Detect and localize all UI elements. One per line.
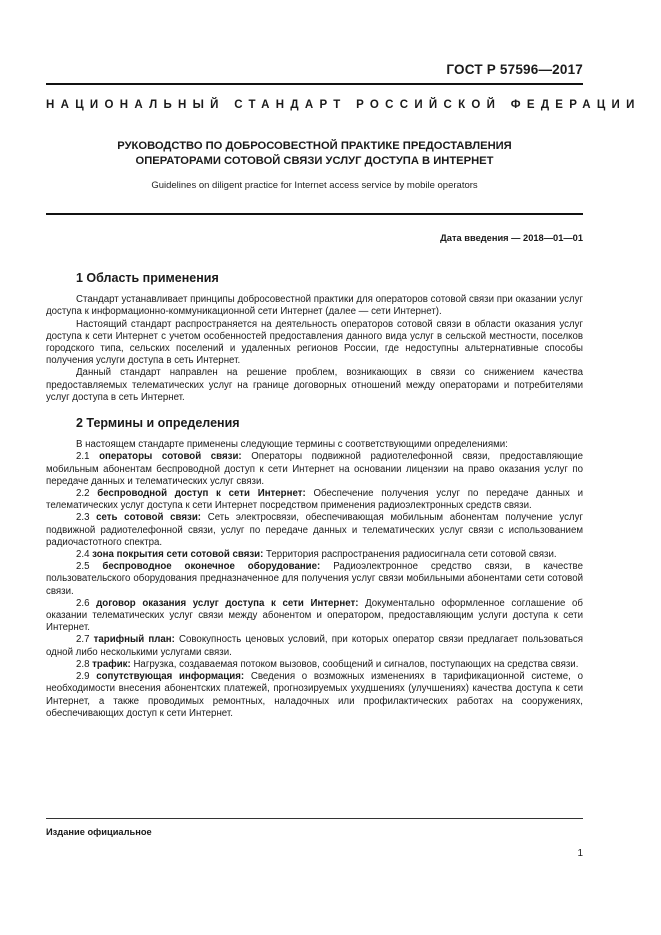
term-entry <box>46 488 583 512</box>
term-entry <box>46 451 583 488</box>
top-rule <box>46 83 583 85</box>
term-name: беспроводной доступ к сети Интернет: <box>97 488 306 500</box>
term-number: 2.2 <box>76 488 90 500</box>
national-standard-heading: НАЦИОНАЛЬНЫЙ СТАНДАРТ РОССИЙСКОЙ ФЕДЕРАЦИИ <box>46 99 641 111</box>
section-2-intro: В настоящем стандарте применены следующие термины с соответствующими определениями: <box>76 439 508 451</box>
title-rule <box>46 213 583 215</box>
term-name: сопутствующая информация: <box>96 671 245 683</box>
term-definition: Территория распространения радиосигнала сети сотовой связи. <box>266 549 557 561</box>
term-name: тарифный план: <box>93 634 175 646</box>
page-number: 1 <box>577 848 583 859</box>
term-entry <box>46 561 583 598</box>
section-2-heading: 2 Термины и определения <box>76 416 240 431</box>
term-entry <box>46 634 583 658</box>
term-entry <box>46 671 583 720</box>
english-subtitle: Guidelines on diligent practice for Internet access service by mobile operators <box>151 180 478 191</box>
term-entry <box>46 549 583 561</box>
term-number: 2.7 <box>76 634 90 646</box>
term-definition: Операторы подвижной радиотелефонной связи, предоставляющие мобильным абонентам беспроводной доступ к сети Интернет на основании лицензии на право оказания услуг по передаче данных и телематических услуг связи. <box>46 451 583 487</box>
section-1-paragraph: Данный стандарт направлен на решение проблем, возникающих в связи со снижением качества предоставляемых телематических услуг на границе договорных отношений между операторами и потребителями услуг доступа в сеть Интернет. <box>46 367 583 403</box>
term-name: зона покрытия сети сотовой связи: <box>92 549 264 561</box>
term-definition: Сведения о возможных изменениях в тарификационной системе, о необходимости внесения абонентских платежей, прогнозируемых ухудшениях (улучшениях) качества доступа к сети Интернет, а также проводимых ремонтных, наладочных или профилактических работах на сооружениях, обеспечивающих доступ к сети Интернет. <box>46 671 583 719</box>
term-number: 2.6 <box>76 597 90 609</box>
gost-code: ГОСТ Р 57596—2017 <box>446 62 583 77</box>
term-definition: Обеспечение получения услуг по передаче данных и телематических услуг доступа к сети Интернет посредством применения радиоэлектронных средств связи. <box>46 488 583 512</box>
term-number: 2.4 <box>76 549 90 561</box>
section-1-paragraph: Стандарт устанавливает принципы добросовестной практики для операторов сотовой связи при оказании услуг доступа к информационно-коммуникационной сети Интернет (далее — сети Интернет). <box>46 294 583 318</box>
introduction-date: Дата введения — 2018—01—01 <box>440 233 583 243</box>
section-1-heading: 1 Область применения <box>76 271 219 285</box>
term-definition: Документально оформленное соглашение об оказании телематических услуг связи между абонентом и оператором, предоставляющим услуги доступа к сети Интернет. <box>46 597 583 634</box>
term-number: 2.8 <box>76 658 90 670</box>
footer-rule <box>46 818 583 819</box>
term-number: 2.5 <box>76 561 90 573</box>
section-1-paragraph: Настоящий стандарт распространяется на деятельность операторов сотовой связи в области оказания услуг доступа к сети Интернет с учетом особенностей предоставления данного вида услуг в сельской местности, поселков городского типа, сельских поселений и удаленных регионов России, где недоступны альтернативные способы получения услуги доступа в сеть Интернет. <box>46 318 583 367</box>
term-entry <box>46 512 583 549</box>
document-body <box>46 272 583 720</box>
term-number: 2.1 <box>76 451 90 463</box>
term-name: трафик: <box>92 658 131 670</box>
term-entry <box>46 598 583 635</box>
term-name: беспроводное оконечное оборудование: <box>102 561 321 573</box>
term-name: договор оказания услуг доступа к сети Интернет: <box>96 597 359 609</box>
document-title <box>60 139 569 169</box>
term-number: 2.3 <box>76 512 90 524</box>
official-edition-label: Издание официальное <box>46 827 152 837</box>
term-definition: Радиоэлектронное средство связи, в качестве пользовательского оборудования предназначенное для получения услуг связи мобильными абонентами сети сотовой связи. <box>46 561 583 597</box>
term-entry <box>46 659 583 671</box>
title-line-1: РУКОВОДСТВО ПО ДОБРОСОВЕСТНОЙ ПРАКТИКЕ ПРЕДОСТАВЛЕНИЯ <box>117 140 512 152</box>
term-definition: Совокупность ценовых условий, при которых оператор связи предлагает пользоваться одной либо несколькими услугами связи. <box>46 634 583 658</box>
title-line-2: ОПЕРАТОРАМИ СОТОВОЙ СВЯЗИ УСЛУГ ДОСТУПА В ИНТЕРНЕТ <box>135 155 494 167</box>
term-number: 2.9 <box>76 671 90 683</box>
term-definition: Сеть электросвязи, обеспечивающая мобильным абонентам получение услуг подвижной радиотелефонной связи, услуг по передаче данных и телематических услуг связи с использованием радиочастотного спектра. <box>46 512 583 548</box>
term-name: сеть сотовой связи: <box>96 512 202 524</box>
term-name: операторы сотовой связи: <box>99 451 242 463</box>
term-definition: Нагрузка, создаваемая потоком вызовов, сообщений и сигналов, поступающих на средства связи. <box>133 658 579 670</box>
